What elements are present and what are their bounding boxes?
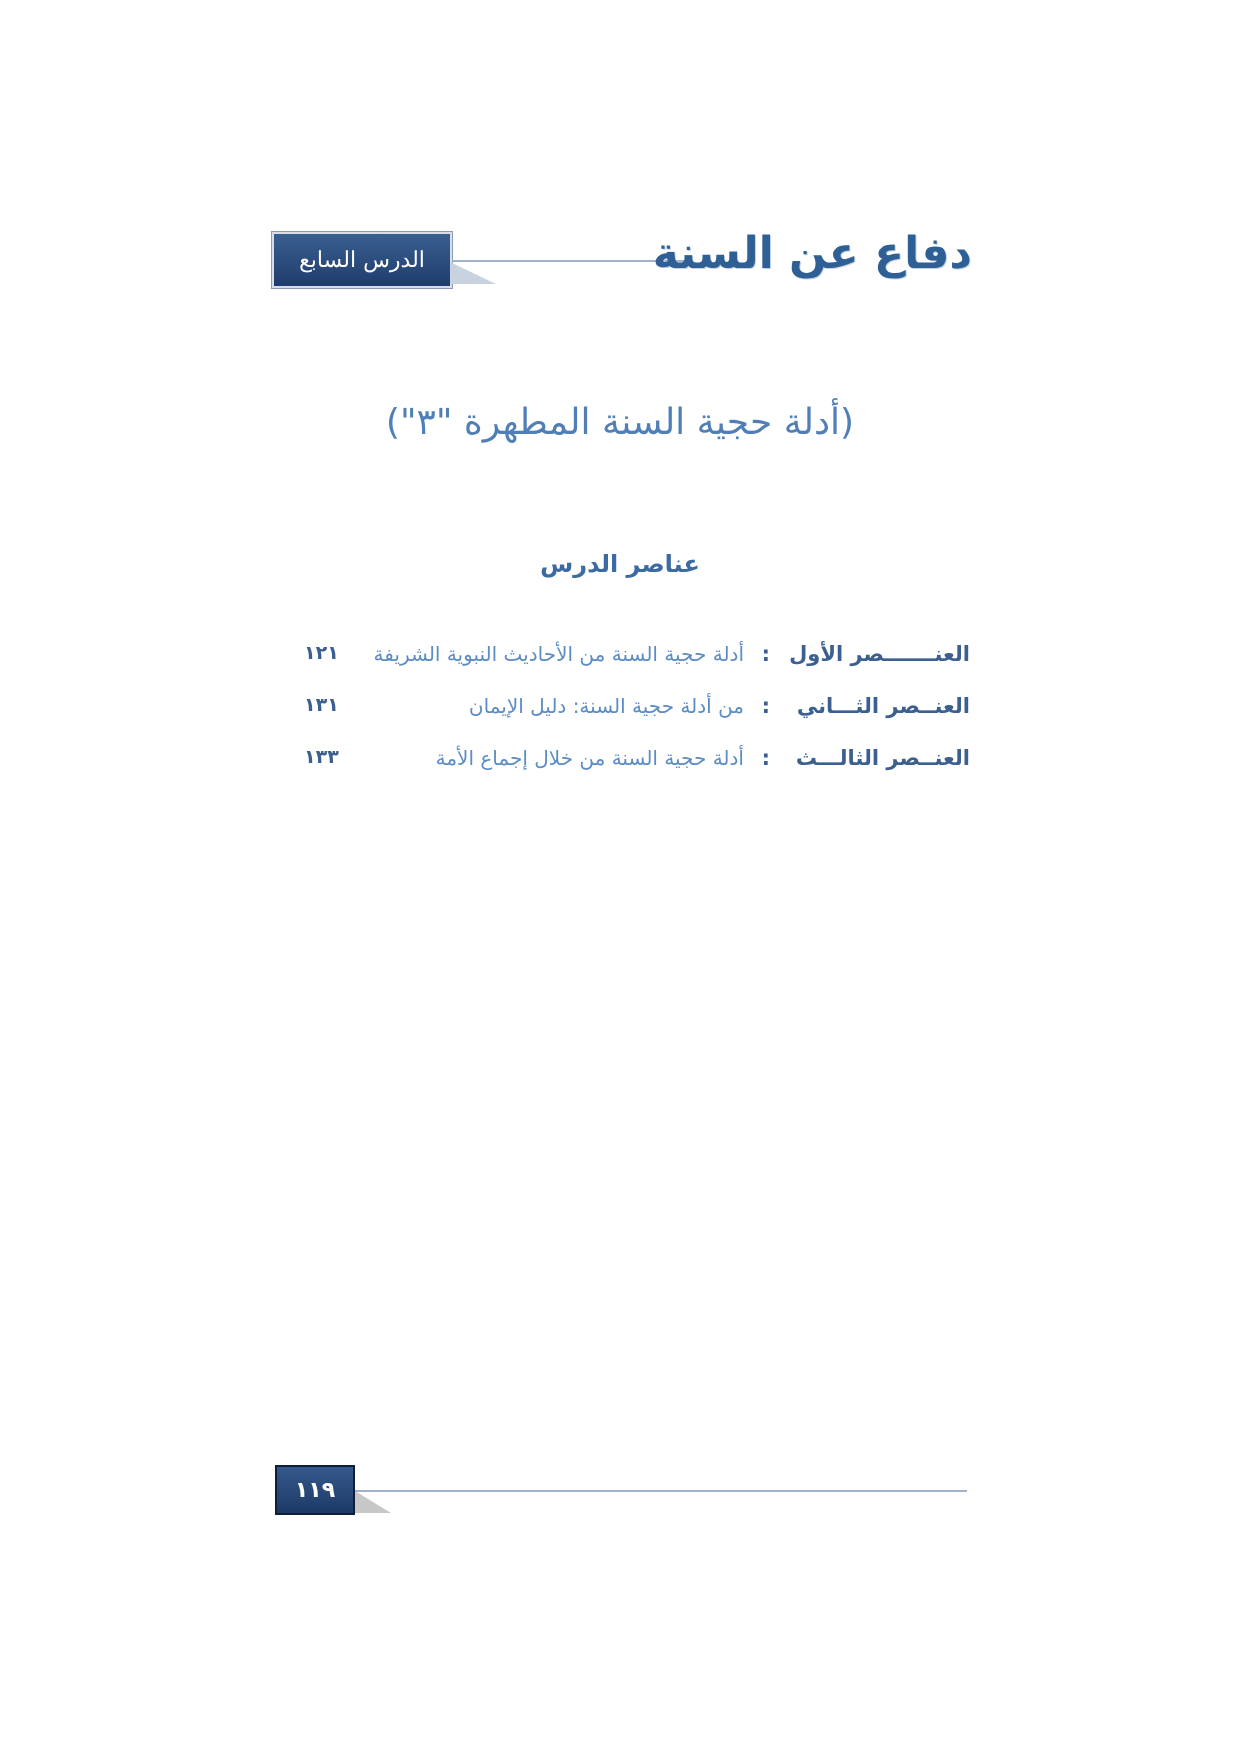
toc-page-number: ١٣١: [304, 694, 339, 716]
toc-row: [290, 642, 970, 694]
lesson-title: (أدلة حجية السنة المطهرة "٣"): [385, 402, 855, 443]
footer-page-box: [275, 1465, 355, 1515]
toc-description: من أدلة حجية السنة: دليل الإيمان: [468, 694, 744, 718]
book-title: دفاع عن السنة: [652, 228, 972, 279]
toc-description: أدلة حجية السنة من الأحاديث النبوية الشريفة: [373, 642, 744, 666]
toc-row: [290, 694, 970, 746]
toc-page-number: ١٣٣: [304, 746, 339, 768]
toc-label: العنــصر الثـــاني: [796, 694, 970, 718]
footer-wedge: [355, 1491, 391, 1513]
lesson-badge: [272, 232, 452, 288]
header-wedge: [450, 262, 496, 284]
toc-colon: :: [761, 694, 770, 718]
toc-page-number: ١٢١: [304, 642, 339, 664]
toc-row: [290, 746, 970, 798]
elements-heading: عناصر الدرس: [540, 550, 700, 578]
footer-divider: [355, 1490, 967, 1492]
lesson-badge-label: الدرس السابع: [299, 247, 425, 273]
toc-description: أدلة حجية السنة من خلال إجماع الأمة: [435, 746, 744, 770]
toc-colon: :: [761, 746, 770, 770]
toc-label: العنــصر الثالـــث: [795, 746, 970, 770]
toc-list: [290, 642, 970, 798]
footer-page-number: ١١٩: [294, 1477, 336, 1503]
toc-colon: :: [761, 642, 770, 666]
toc-label: العنـــــــصر الأول: [789, 642, 970, 666]
